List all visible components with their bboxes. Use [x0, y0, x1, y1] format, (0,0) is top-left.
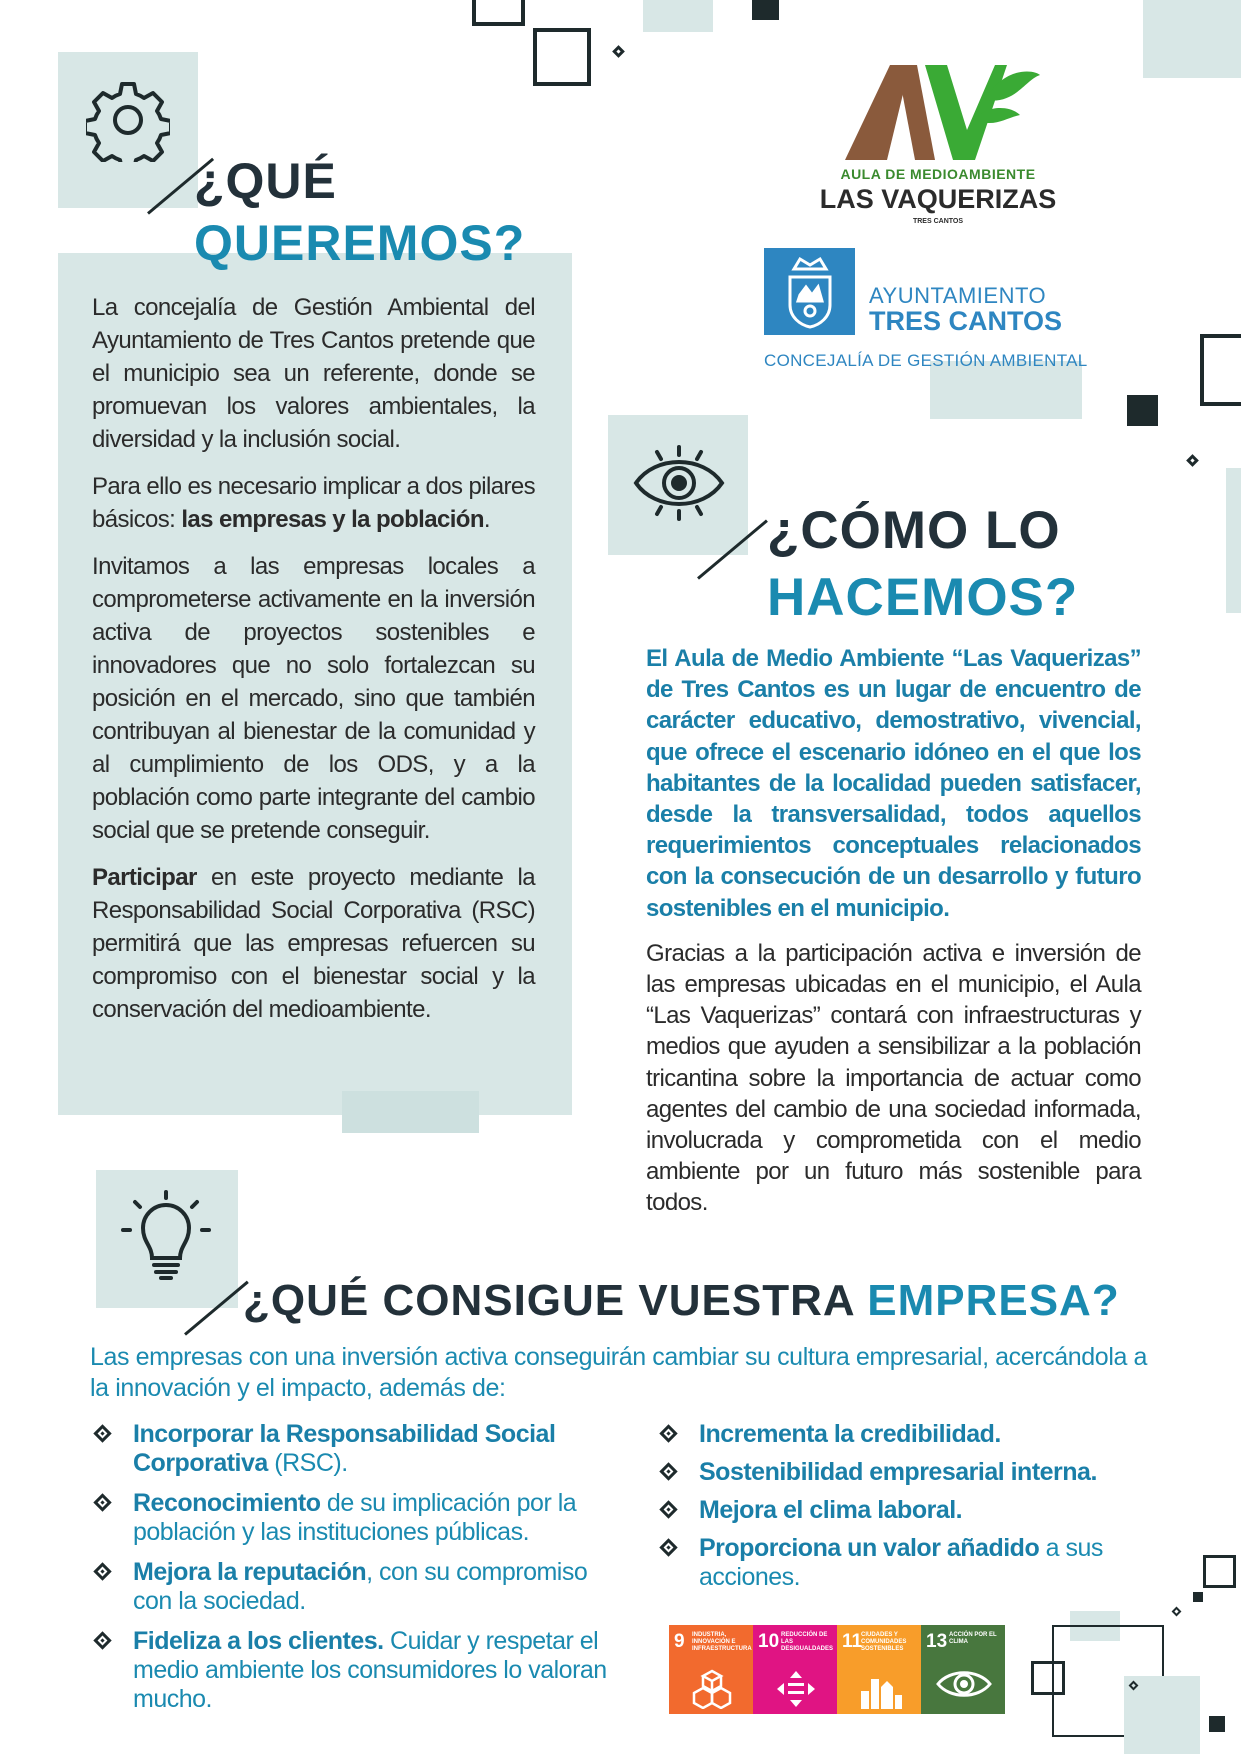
deco-bar	[342, 1091, 479, 1133]
deco-square-dark	[752, 0, 779, 20]
section3-intro: Las empresas con una inversión activa conseguirán cambiar su cultura empresarial, acercándola a la innovación y el impacto, además de:	[90, 1343, 1148, 1402]
deco-square-light	[1226, 468, 1241, 613]
section2-title-line1: ¿CÓMO LO	[767, 501, 1061, 560]
coat-of-arms-icon	[784, 255, 836, 330]
ods-label: CIUDADES Y COMUNIDADES SOSTENIBLES	[861, 1632, 907, 1652]
ods-tile-10	[753, 1625, 837, 1714]
av-leaf-logo-icon	[835, 60, 1040, 170]
section2-title-line2: HACEMOS?	[767, 568, 1079, 627]
deco-square-outline	[1031, 1661, 1065, 1695]
climate-eye-icon	[935, 1667, 993, 1701]
lightbulb-icon	[121, 1190, 211, 1282]
deco-square-dark	[1209, 1716, 1225, 1732]
section2-paragraph-highlight: El Aula de Medio Ambiente “Las Vaquerizas” de Tres Cantos es un lugar de encuentro de carácter educativo, demostrativo, vivencial, que ofrece el escenario idóneo en el que los habitantes de la localidad pueden satisfacer, desde la transversalidad, todos aquellos requerimientos conceptuales relacionados con la consecución de un desarrollo y futuro sostenibles en el municipio.	[646, 645, 1141, 922]
ods-number: 13	[926, 1631, 948, 1652]
section1-body	[92, 291, 535, 1040]
list-item: Mejora el clima laboral.	[654, 1496, 1194, 1525]
section3-title: ¿QUÉ CONSIGUE VUESTRA EMPRESA?	[243, 1276, 1120, 1325]
deco-square-outline	[533, 28, 591, 86]
deco-diamond	[1186, 454, 1199, 467]
deco-diamond	[1172, 1607, 1182, 1617]
deco-square-dark	[1127, 395, 1158, 426]
diamond-bullet-icon	[659, 1538, 677, 1556]
section1-paragraph: Participar en este proyecto mediante la Responsabilidad Social Corporativa (RSC) permitirá que las empresas refuercen su compromiso con el bienestar social y la conservación del medioambiente.	[92, 864, 535, 1023]
ods-tile-11	[837, 1625, 921, 1714]
ods-label: INDUSTRIA, INNOVACIÓN E INFRAESTRUCTURA	[692, 1632, 752, 1652]
ods-tile-13	[921, 1625, 1005, 1714]
ods-number: 11	[842, 1631, 863, 1652]
gear-icon	[86, 78, 170, 162]
eye-icon	[630, 443, 728, 523]
benefits-list-left	[88, 1420, 628, 1725]
list-item: Sostenibilidad empresarial interna.	[654, 1458, 1194, 1487]
ods-number: 9	[674, 1631, 685, 1652]
list-item: Incorporar la Responsabilidad Social Corporativa (RSC).	[88, 1420, 628, 1478]
deco-square-outline	[472, 0, 525, 26]
section1-paragraph: Invitamos a las empresas locales a comprometerse activamente en la inversión activa de proyectos sostenibles e innovadores que no solo fortalezcan su posición en el mercado, sino que también contribuyan al bienestar de la comunidad y al cumplimiento de los ODS, y a la población como parte integrante del cambio social que se pretende conseguir.	[92, 553, 535, 844]
municipality-line1: AYUNTAMIENTO	[869, 283, 1047, 308]
deco-square-outline	[1203, 1555, 1236, 1588]
list-item: Reconocimiento de su implicación por la población y las instituciones públicas.	[88, 1489, 628, 1547]
deco-diamond	[612, 45, 625, 58]
ods-label: ACCIÓN POR EL CLIMA	[949, 1632, 997, 1645]
section1-paragraph: La concejalía de Gestión Ambiental del Ayuntamiento de Tres Cantos pretende que el municipio sea un referente, donde se promuevan los valores ambientales, la diversidad y la inclusión social.	[92, 294, 535, 453]
section2-paragraph: Gracias a la participación activa e inversión de las empresas ubicadas en el municipio, el Aula “Las Vaquerizas” contará con infraestructuras y medios que ayuden a sensibilizar a la población tricantina sobre la importancia de actuar como agentes del cambio de una sociedad informada, involucrada y comprometida con el medio ambiente por un futuro más sostenible para todos.	[646, 939, 1141, 1217]
deco-square-outline	[1200, 334, 1241, 406]
section2-body	[646, 643, 1141, 1233]
ods-tile-9	[669, 1625, 753, 1714]
list-item: Incrementa la credibilidad.	[654, 1420, 1194, 1449]
reduced-inequalities-icon	[775, 1669, 817, 1709]
list-item: Mejora la reputación, con su compromiso con la sociedad.	[88, 1558, 628, 1616]
diamond-bullet-icon	[93, 1493, 111, 1511]
logo-line3: TRES CANTOS	[912, 218, 964, 225]
diamond-bullet-icon	[93, 1562, 111, 1580]
diamond-bullet-icon	[659, 1500, 677, 1518]
section1-title-line1: ¿QUÉ	[194, 153, 337, 209]
section1-paragraph: Para ello es necesario implicar a dos pilares básicos: las empresas y la población.	[92, 473, 535, 533]
ods-number: 10	[758, 1631, 780, 1652]
diamond-bullet-icon	[93, 1424, 111, 1442]
deco-square-dark	[1193, 1592, 1203, 1602]
ods-label: REDUCCIÓN DE LAS DESIGUALDADES	[781, 1632, 834, 1652]
municipality-line3: CONCEJALÍA DE GESTIÓN AMBIENTAL	[764, 351, 1088, 370]
section1-title-line2: QUEREMOS?	[194, 215, 526, 271]
logo-line1: AULA DE MEDIOAMBIENTE	[840, 166, 1036, 182]
diamond-bullet-icon	[659, 1462, 677, 1480]
industry-cubes-icon	[691, 1669, 733, 1709]
diamond-bullet-icon	[93, 1631, 111, 1649]
deco-square-light	[643, 0, 713, 32]
logo-line2: LAS VAQUERIZAS	[819, 184, 1057, 214]
benefits-list-right	[654, 1420, 1194, 1601]
sustainable-city-icon	[859, 1669, 903, 1709]
deco-square-light	[1143, 0, 1241, 78]
list-item: Fideliza a los clientes. Cuidar y respetar el medio ambiente los consumidores lo valoran mucho.	[88, 1627, 628, 1714]
municipality-line2: TRES CANTOS	[869, 306, 1063, 336]
list-item: Proporciona un valor añadido a sus acciones.	[654, 1534, 1194, 1592]
diamond-bullet-icon	[659, 1424, 677, 1442]
